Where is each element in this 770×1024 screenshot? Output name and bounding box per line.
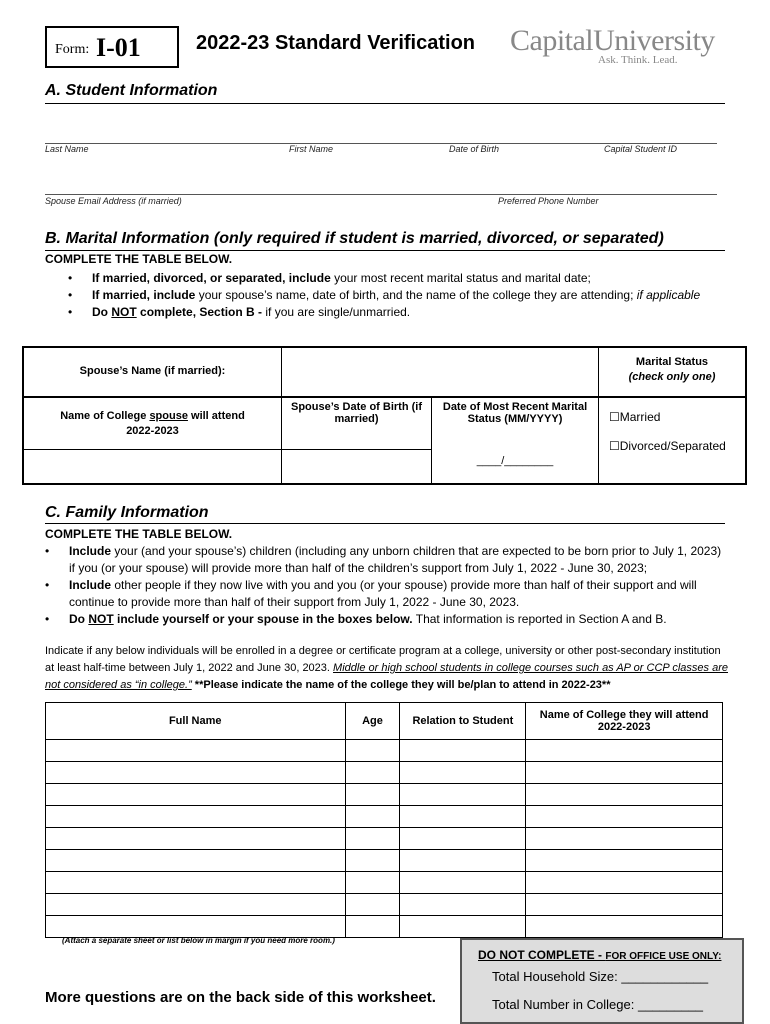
table-row bbox=[46, 740, 723, 762]
section-c-title: C. Family Information bbox=[45, 504, 209, 521]
family-table bbox=[45, 702, 723, 938]
logo-tagline: Ask. Think. Lead. bbox=[598, 54, 678, 66]
table-cell[interactable] bbox=[46, 806, 346, 828]
college-attend-header: Name of College they will attend 2022-2023 bbox=[526, 703, 723, 740]
table-row bbox=[46, 784, 723, 806]
section-b-instruction: COMPLETE THE TABLE BELOW. bbox=[45, 252, 233, 266]
relation-header: Relation to Student bbox=[400, 703, 526, 740]
table-cell[interactable] bbox=[526, 740, 723, 762]
table-row bbox=[46, 894, 723, 916]
household-size-field: Total Household Size: ____________ bbox=[492, 969, 709, 984]
table-cell[interactable] bbox=[345, 850, 400, 872]
university-logo: CapitalUniversity bbox=[510, 24, 715, 57]
table-cell[interactable] bbox=[400, 916, 526, 938]
list-item: • Include other people if they now live with you and you (or your spouse) provide more than half of their support and will continue to provide more than half of their support from July 1, 2022 - June 30, 2023. bbox=[45, 577, 729, 611]
table-cell[interactable] bbox=[345, 916, 400, 938]
list-item: • If married, divorced, or separated, include your most recent marital status and marital date; bbox=[68, 270, 708, 287]
full-name-header: Full Name bbox=[46, 703, 346, 740]
table-cell[interactable] bbox=[345, 806, 400, 828]
table-row bbox=[46, 828, 723, 850]
recent-date-cell[interactable]: Date of Most Recent Marital Status (MM/YYYY) ____/________ bbox=[431, 397, 599, 485]
list-item: • Do NOT complete, Section B - if you are single/unmarried. bbox=[68, 304, 708, 321]
marital-status-header: Marital Status (check only one) bbox=[598, 346, 747, 398]
page-title: 2022-23 Standard Verification bbox=[196, 32, 476, 54]
section-b-rule bbox=[45, 250, 725, 251]
section-c-rule bbox=[45, 523, 725, 524]
last-name-label: Last Name bbox=[45, 144, 89, 154]
first-name-label: First Name bbox=[289, 144, 334, 154]
list-item: • Do NOT include yourself or your spouse in the boxes below. That information is reported in Section A and B. bbox=[45, 611, 729, 628]
section-c-instruction: COMPLETE THE TABLE BELOW. bbox=[45, 527, 233, 541]
spouse-dob-header: Spouse’s Date of Birth (if married) bbox=[281, 397, 432, 450]
student-id-label: Capital Student ID bbox=[604, 144, 678, 154]
table-cell[interactable] bbox=[46, 740, 346, 762]
attach-note: (Attach a separate sheet or list below in margin if you need more room.) bbox=[62, 936, 335, 945]
table-cell[interactable] bbox=[345, 872, 400, 894]
table-row bbox=[46, 762, 723, 784]
list-item: • Include your (and your spouse’s) children (including any unborn children that are expected to be born prior to July 1, 2023) if you (or your spouse) will provide more than half of the children’s support from July 1, 2022 - June 30, 2023; bbox=[45, 543, 729, 577]
table-cell[interactable] bbox=[526, 806, 723, 828]
marital-options-cell bbox=[598, 397, 747, 485]
table-cell[interactable] bbox=[526, 850, 723, 872]
form-label: Form: bbox=[55, 42, 90, 57]
office-use-title: DO NOT COMPLETE - FOR OFFICE USE ONLY: bbox=[478, 948, 722, 962]
form-number-box bbox=[45, 26, 179, 68]
table-cell[interactable] bbox=[400, 740, 526, 762]
table-cell[interactable] bbox=[526, 762, 723, 784]
table-cell[interactable] bbox=[46, 872, 346, 894]
section-b-bullets bbox=[68, 270, 708, 321]
table-cell[interactable] bbox=[400, 850, 526, 872]
table-cell[interactable] bbox=[46, 784, 346, 806]
section-b-title: B. Marital Information (only required if student is married, divorced, or separated) bbox=[45, 230, 664, 247]
spouse-name-input[interactable] bbox=[281, 346, 599, 398]
table-cell[interactable] bbox=[526, 828, 723, 850]
table-cell[interactable] bbox=[526, 894, 723, 916]
dob-label: Date of Birth bbox=[449, 144, 500, 154]
number-in-college-field: Total Number in College: _________ bbox=[492, 997, 704, 1012]
office-use-box bbox=[460, 938, 744, 1024]
table-cell[interactable] bbox=[345, 740, 400, 762]
table-cell[interactable] bbox=[46, 762, 346, 784]
table-cell[interactable] bbox=[46, 850, 346, 872]
table-cell[interactable] bbox=[400, 784, 526, 806]
table-cell[interactable] bbox=[526, 872, 723, 894]
table-cell[interactable] bbox=[46, 828, 346, 850]
spouse-email-label: Spouse Email Address (if married) bbox=[45, 196, 182, 206]
section-a-title: A. Student Information bbox=[45, 82, 218, 99]
spouse-name-header: Spouse’s Name (if married): bbox=[22, 346, 282, 398]
college-header: Name of College spouse will attend 2022-2023 bbox=[22, 397, 282, 450]
table-cell[interactable] bbox=[46, 916, 346, 938]
section-c-bullets bbox=[45, 543, 729, 628]
checkbox-married[interactable]: ☐Married bbox=[609, 410, 661, 424]
table-cell[interactable] bbox=[526, 784, 723, 806]
date-blank: ____/________ bbox=[476, 455, 554, 467]
table-cell[interactable] bbox=[400, 828, 526, 850]
table-cell[interactable] bbox=[400, 872, 526, 894]
form-number: I-01 bbox=[96, 33, 141, 62]
list-item: • If married, include your spouse’s name, date of birth, and the name of the college they are attending; if applicable bbox=[68, 287, 708, 304]
table-row bbox=[46, 872, 723, 894]
checkbox-divorced[interactable]: ☐Divorced/Separated bbox=[609, 439, 726, 453]
table-cell[interactable] bbox=[400, 762, 526, 784]
table-cell[interactable] bbox=[345, 894, 400, 916]
table-row bbox=[46, 916, 723, 938]
age-header: Age bbox=[345, 703, 400, 740]
more-questions-note: More questions are on the back side of this worksheet. bbox=[45, 989, 436, 1006]
table-cell[interactable] bbox=[345, 828, 400, 850]
table-cell[interactable] bbox=[345, 762, 400, 784]
contact-row-line[interactable] bbox=[45, 194, 717, 195]
section-a-rule bbox=[45, 103, 725, 104]
college-indicate-paragraph: Indicate if any below individuals will be enrolled in a degree or certificate program at a college, university or other post-secondary institution at least half-time between July 1, 2022 and June 30, 2023. Middle or high school students in college courses such as AP or CCP classes are not considered as “in college.” **Please indicate the name of the college they will be/plan to attend in 2022-23** bbox=[45, 645, 728, 691]
table-cell[interactable] bbox=[400, 806, 526, 828]
college-input[interactable] bbox=[22, 449, 282, 485]
spouse-dob-input[interactable] bbox=[281, 449, 432, 485]
table-cell[interactable] bbox=[400, 894, 526, 916]
table-cell[interactable] bbox=[526, 916, 723, 938]
table-cell[interactable] bbox=[345, 784, 400, 806]
table-row bbox=[46, 806, 723, 828]
phone-label: Preferred Phone Number bbox=[498, 196, 599, 206]
table-row bbox=[46, 850, 723, 872]
table-cell[interactable] bbox=[46, 894, 346, 916]
